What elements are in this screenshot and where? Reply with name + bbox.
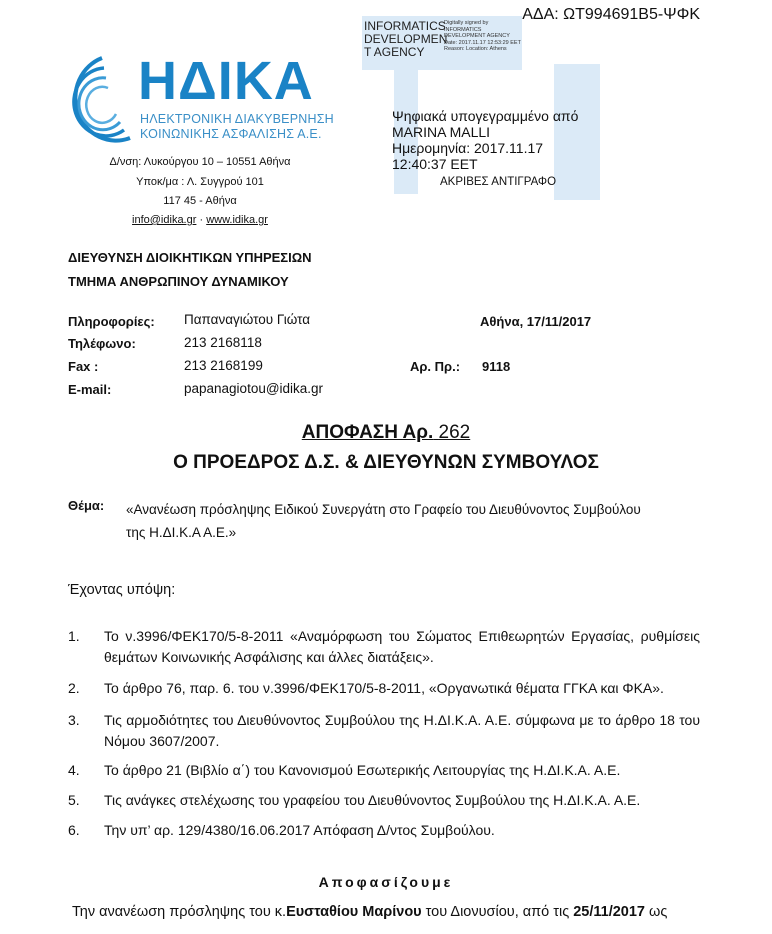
list-item: Την υπ’ αρ. 129/4380/16.06.2017 Απόφαση Δ/ντος Συμβούλου.: [104, 822, 495, 838]
department-line-1: ΔΙΕΥΘΥΝΣΗ ΔΙΟΙΚΗΤΙΚΩΝ ΥΠΗΡΕΣΙΩΝ: [68, 250, 312, 265]
ada-code: ΑΔΑ: ΩΤ994691Β5-ΨΦΚ: [522, 6, 700, 23]
decision-body: [72, 904, 708, 920]
address-separator: ·: [199, 214, 204, 226]
info-label: Πληροφορίες:: [68, 314, 155, 329]
list-item: Το άρθρο 76, παρ. 6. του ν.3996/ΦΕΚ170/5-8-2011, «Οργανωτικά θέματα ΓΓΚΑ και ΦΚΑ».: [104, 680, 664, 696]
logo-subtitle-2: ΚΟΙΝΩΝΙΚΗΣ ΑΣΦΑΛΙΣΗΣ Α.Ε.: [140, 127, 322, 141]
place-date: Αθήνα, 17/11/2017: [480, 314, 592, 329]
decision-number: 262: [438, 422, 471, 443]
website-link[interactable]: www.idika.gr: [206, 214, 268, 226]
email-value[interactable]: papanagiotou@idika.gr: [184, 381, 324, 396]
phone-value: 213 2168118: [184, 335, 262, 350]
address-links: [80, 214, 320, 226]
decision-title: [0, 422, 772, 444]
signature-block: [392, 108, 578, 172]
logo-subtitle-1: ΗΛΕΚΤΡΟΝΙΚΗ ΔΙΑΚΥΒΕΡΝΗΣΗ: [140, 112, 334, 126]
decision-body-text-1: Την ανανέωση πρόσληψης του κ.: [72, 904, 287, 920]
department-line-2: ΤΜΗΜΑ ΑΝΘΡΩΠΙΝΟΥ ΔΥΝΑΜΙΚΟΥ: [68, 274, 289, 289]
decision-body-text-2: του Διονυσίου, από τις: [421, 904, 574, 920]
decision-body-text-3: ως: [645, 904, 668, 920]
list-item: Το άρθρο 21 (Βιβλίο α΄) του Κανονισμού Εσωτερικής Λειτουργίας της Η.ΔΙ.Κ.Α. Α.Ε.: [104, 762, 621, 778]
employee-name: Ευσταθίου Μαρίνου: [286, 904, 422, 920]
decision-title-prefix: ΑΠΟΦΑΣΗ Αρ.: [301, 422, 434, 443]
signature-line-1: Ψηφιακά υπογεγραμμένο από: [392, 108, 579, 124]
address-line-3: 117 45 - Αθήνα: [163, 195, 237, 207]
list-item: Τις αρμοδιότητες του Διευθύνοντος Συμβούλου της Η.ΔΙ.Κ.Α. Α.Ε. σύμφωνα με το άρθρο 18 του Νόμου 3607/2007.: [104, 712, 700, 749]
phone-label: Τηλέφωνο:: [68, 336, 136, 351]
protocol-label: Αρ. Πρ.:: [410, 359, 461, 374]
signature-metadata: Digitally signed by INFORMATICS DEVELOPMENT AGENCY Date: 2017.11.17 12:53:29 EET Reason: Location: Athens: [444, 20, 521, 52]
start-date: 25/11/2017: [573, 904, 645, 920]
signature-line-3: Ημερομηνία: 2017.11.17: [392, 140, 544, 156]
list-item-number: 4.: [68, 762, 80, 778]
certified-copy-label: ΑΚΡΙΒΕΣ ΑΝΤΙΓΡΑΦΟ: [440, 176, 557, 188]
decision-subtitle: Ο ΠΡΟΕΔΡΟΣ Δ.Σ. & ΔΙΕΥΘΥΝΩΝ ΣΥΜΒΟΥΛΟΣ: [173, 452, 599, 473]
email-link[interactable]: info@idika.gr: [132, 214, 197, 226]
decide-heading: Αποφασίζουμε: [318, 874, 454, 890]
list-item-number: 1.: [68, 628, 80, 644]
subject-label: Θέμα:: [68, 498, 105, 513]
signature-line-2: MARINA MALLI: [392, 124, 491, 140]
list-item-number: 5.: [68, 792, 80, 808]
subject-text: «Ανανέωση πρόσληψης Ειδικού Συνεργάτη στο Γραφείο του Διευθύνοντος Συμβούλου της Η.ΔΙ.Κ.Α Α.Ε.»: [126, 502, 641, 540]
info-value: Παπαναγιώτου Γιώτα: [184, 312, 311, 327]
list-item-number: 2.: [68, 680, 80, 696]
list-item: Τις ανάγκες στελέχωσης του γραφείου του Διευθύνοντος Συμβούλου της Η.ΔΙ.Κ.Α. Α.Ε.: [104, 792, 641, 808]
signature-organization: INFORMATICS DEVELOPMEN T AGENCY: [364, 19, 448, 59]
email-label: E-mail:: [68, 382, 112, 397]
idika-logo-icon: [58, 50, 136, 150]
signature-line-4: 12:40:37 EET: [392, 156, 478, 172]
list-item: Το ν.3996/ΦΕΚ170/5-8-2011 «Αναμόρφωση του Σώματος Επιθεωρητών Εργασίας, ρυθμίσεις θεμάτων Κοινωνικής Ασφάλισης και άλλες διατάξεις».: [104, 628, 700, 665]
list-item-number: 3.: [68, 712, 80, 728]
list-item-number: 6.: [68, 822, 80, 838]
fax-value: 213 2168199: [184, 358, 263, 373]
logo-name: ΗΔΙΚΑ: [138, 51, 314, 111]
address-line-2: Υποκ/μα : Λ. Συγγρού 101: [136, 176, 264, 188]
address-line-1: Δ/νση: Λυκούργου 10 – 10551 Αθήνα: [109, 156, 291, 168]
protocol-number: 9118: [482, 359, 511, 374]
fax-label: Fax :: [68, 359, 99, 374]
considering-heading: Έχοντας υπόψη:: [68, 582, 176, 598]
